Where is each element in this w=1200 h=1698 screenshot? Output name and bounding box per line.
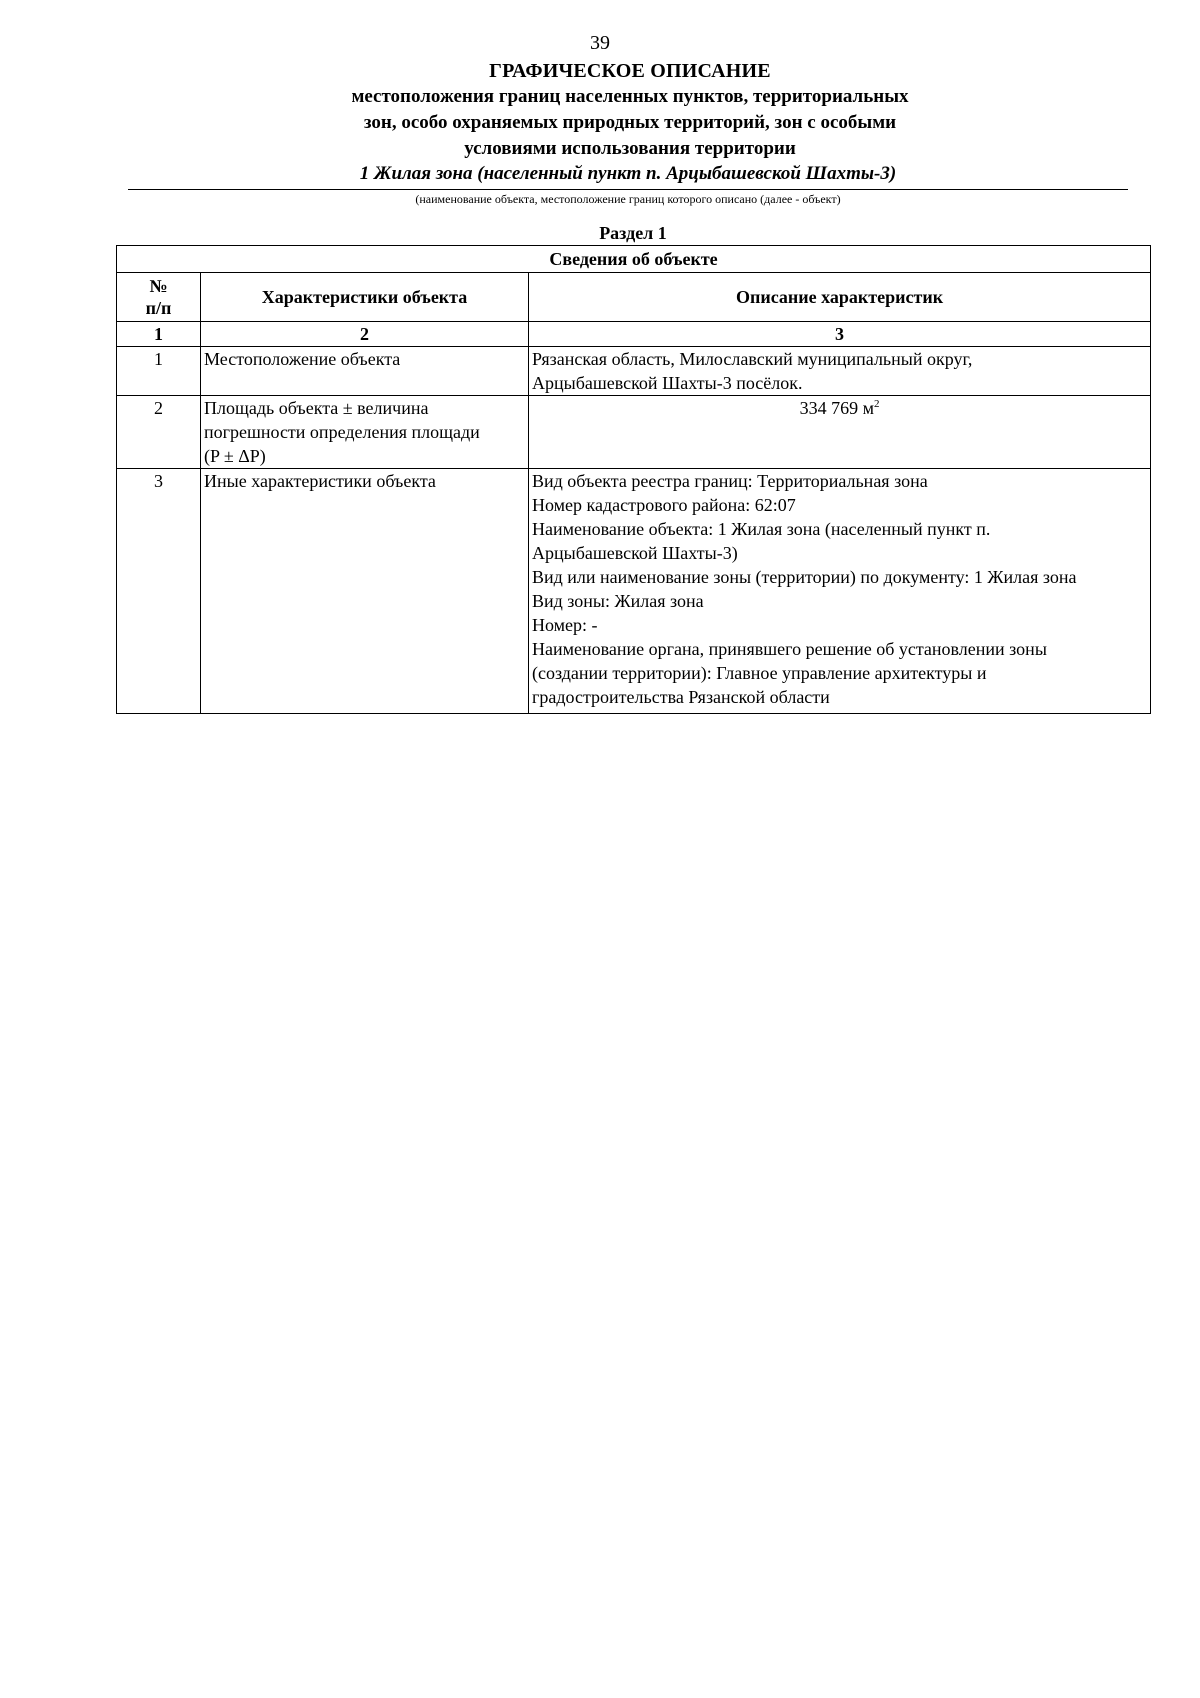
object-name: 1 Жилая зона (населенный пункт п. Арцыбашевской Шахты-3) <box>359 163 897 184</box>
object-name-caption: (наименование объекта, местоположение границ которого описано (далее - объект) <box>415 192 841 206</box>
table-caption: Сведения об объекте <box>117 246 1151 273</box>
row-number: 2 <box>117 396 201 469</box>
column-header-characteristic: Характеристики объекта <box>201 273 529 322</box>
description-line: Наименование объекта: 1 Жилая зона (населенный пункт п. <box>532 519 991 539</box>
table-caption-row <box>117 246 1151 273</box>
subtitle-line: условиями использования территории <box>464 138 796 159</box>
row-number: 3 <box>117 469 201 714</box>
subtitle-line: зон, особо охраняемых природных территорий, зон с особыми <box>363 112 897 133</box>
row-characteristic: Местоположение объекта <box>201 347 529 396</box>
column-number: 2 <box>201 322 529 347</box>
column-number-row <box>117 322 1151 347</box>
description-line: Рязанская область, Милославский муниципальный округ, <box>532 349 973 369</box>
description-line: градостроительства Рязанской области <box>532 687 830 707</box>
column-header-num-label: № п/п <box>145 276 172 318</box>
row-description <box>529 469 1151 714</box>
section-title: Раздел 1 <box>599 223 667 243</box>
table-row <box>117 396 1151 469</box>
area-value: 334 769 м <box>799 398 874 418</box>
description-line: Номер: - <box>532 615 598 635</box>
row-description <box>529 347 1151 396</box>
description-line: Вид или наименование зоны (территории) по документу: 1 Жилая зона <box>532 567 1077 587</box>
underline-rule <box>128 189 1128 190</box>
description-line: Вид объекта реестра границ: Территориальная зона <box>532 471 928 491</box>
area-unit-superscript: 2 <box>873 398 880 410</box>
characteristic-line: погрешности определения площади <box>204 422 480 442</box>
row-characteristic: Иные характеристики объекта <box>201 469 529 714</box>
row-number: 1 <box>117 347 201 396</box>
column-number: 1 <box>117 322 201 347</box>
row-characteristic <box>201 396 529 469</box>
characteristic-line: (P ± ΔP) <box>204 446 266 466</box>
description-line: Наименование органа, принявшего решение об установлении зоны <box>532 639 1047 659</box>
page-number-text: 39 <box>590 32 610 54</box>
subtitle-line: местоположения границ населенных пунктов, территориальных <box>351 86 909 107</box>
description-line: Вид зоны: Жилая зона <box>532 591 704 611</box>
row-description <box>529 396 1151 469</box>
column-header-num <box>117 273 201 322</box>
description-line: Арцыбашевской Шахты-3) <box>532 543 738 563</box>
description-line: Номер кадастрового района: 62:07 <box>532 495 796 515</box>
column-number: 3 <box>529 322 1151 347</box>
table-row <box>117 469 1151 714</box>
object-info-table <box>116 245 1151 714</box>
page-number <box>0 30 1200 56</box>
description-line: (создании территории): Главное управление архитектуры и <box>532 663 987 683</box>
document-header <box>200 58 1060 162</box>
table-row <box>117 347 1151 396</box>
table-header-row <box>117 273 1151 322</box>
characteristic-line: Площадь объекта ± величина <box>204 398 429 418</box>
document-title: ГРАФИЧЕСКОЕ ОПИСАНИЕ <box>489 60 771 82</box>
column-header-description: Описание характеристик <box>529 273 1151 322</box>
description-line: Арцыбашевской Шахты-3 посёлок. <box>532 373 803 393</box>
